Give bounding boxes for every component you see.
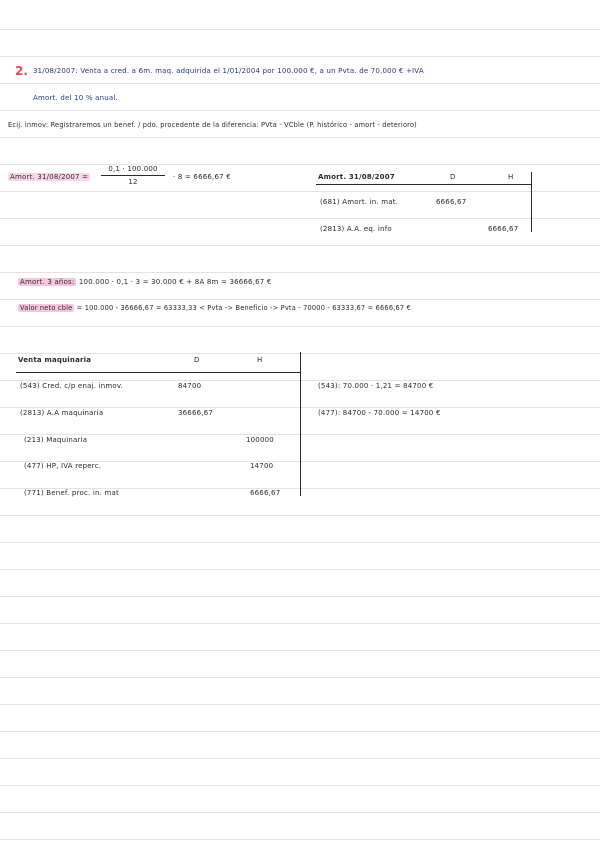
explanation-line: Ecij. inmov: Registraremos un benef. / pdo. procedente de la diferencia: PVta - VCble (P. histórico - amort - deterioro) (8, 121, 417, 129)
journal-2-row-account: (213) Maquinaria (24, 436, 88, 444)
amortization-3-years-text: 100.000 · 0,1 · 3 = 30.000 € + 8A 8m = 36666,67 € (78, 278, 272, 286)
journal-2-debit-header: D (194, 356, 200, 364)
journal-2-row-credit: 14700 (250, 462, 274, 470)
journal-2-row-account: (771) Benef. proc. in. mat (24, 489, 119, 497)
journal-2-row-account: (543) Cred. c/p enaj. inmov. (20, 382, 124, 390)
amortization-fraction (101, 165, 165, 186)
journal-2-row-debit: 84700 (178, 382, 202, 390)
exercise-number: 2. (15, 64, 28, 78)
journal-1-row-account: (2813) A.A. eq. info (320, 225, 392, 233)
journal-1-row-account: (681) Amort. in. mat. (320, 198, 399, 206)
net-book-value-line (18, 304, 411, 312)
exercise-statement-line-2: Amort. del 10 % anual. (33, 94, 118, 102)
amortization-result: · 8 = 6666,67 € (173, 173, 231, 181)
journal-1-debit-header: D (450, 173, 456, 181)
fraction-bar (101, 175, 165, 176)
journal-1-title: Amort. 31/08/2007 (318, 173, 395, 181)
journal-1-row-debit: 6666,67 (436, 198, 467, 206)
journal-2-row-account: (477) HP, IVA reperc. (24, 462, 102, 470)
journal-1-right-rule (531, 172, 532, 232)
journal-1-row-credit: 6666,67 (488, 225, 519, 233)
side-note-iva-credit: (543): 70.000 · 1,21 = 84700 € (318, 382, 434, 390)
journal-2-header-rule (16, 372, 300, 373)
amortization-3-years-line (18, 278, 272, 286)
journal-2-credit-header: H (257, 356, 263, 364)
journal-2-row-credit: 100000 (246, 436, 274, 444)
journal-2-row-credit: 6666,67 (250, 489, 281, 497)
net-book-value-label: Valor neto cble (20, 304, 73, 312)
exercise-statement-line-1: 31/08/2007: Venta a cred. a 6m. maq. adquirida el 1/01/2004 por 100.000 €, a un Pvta. de 70.000 € +IVA (33, 67, 424, 75)
journal-2-title: Venta maquinaria (18, 356, 92, 364)
journal-1-credit-header: H (508, 173, 514, 181)
journal-1-header-rule (316, 184, 532, 185)
amortization-3-years-label: Amort. 3 años: (20, 278, 75, 286)
side-note-iva-calculation: (477): 84700 - 70.000 = 14700 € (318, 409, 441, 417)
journal-2-right-rule (300, 352, 301, 496)
journal-2-row-account: (2813) A.A maquinaria (20, 409, 104, 417)
fraction-denominator: 12 (128, 178, 138, 186)
amortization-label: Amort. 31/08/2007 = (10, 173, 89, 181)
journal-2-row-debit: 36666,67 (178, 409, 214, 417)
net-book-value-text: = 100.000 - 36666,67 = 63333,33 < Pvta -> Beneficio -> Pvta - 70000 - 63333,67 = 6666,67 € (76, 304, 412, 312)
fraction-numerator: 0,1 · 100.000 (108, 165, 158, 173)
